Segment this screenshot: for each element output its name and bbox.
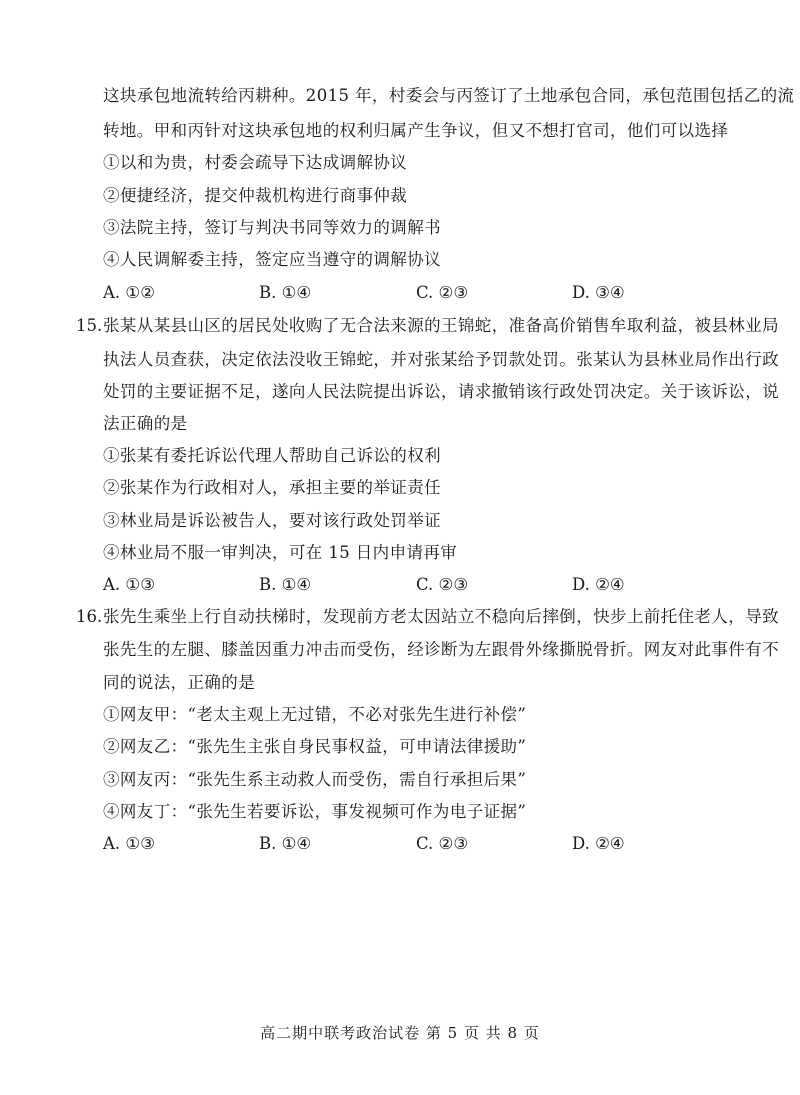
q14-option-c: C. ②③ [416,283,469,302]
q14-option-d: D. ③④ [572,283,625,302]
q16-statement: ③网友丙：“张先生系主动救人而受伤，需自行承担后果” [103,770,527,789]
q14-text-line: 转地。甲和丙针对这块承包地的权利归属产生争议，但又不想打官司，他们可以选择 [103,121,729,140]
q15-statement: ①张某有委托诉讼代理人帮助自己诉讼的权利 [103,446,441,465]
q14-statement: ④人民调解委主持，签定应当遵守的调解协议 [103,250,441,269]
q16-statement: ①网友甲：“老太主观上无过错，不必对张先生进行补偿” [103,705,527,724]
q16-option-c: C. ②③ [416,834,469,853]
q15-option-a: A. ①③ [103,575,155,594]
q15-text-line: 处罚的主要证据不足，遂向人民法院提出诉讼，请求撤销该行政处罚决定。关于该诉讼，说 [103,382,779,401]
q15-text-line: 执法人员查获，决定依法没收王锦蛇，并对张某给予罚款处罚。张某认为县林业局作出行政 [103,350,779,369]
q15-statement: ④林业局不服一审判决，可在 15 日内申请再审 [103,543,458,562]
q15-option-d: D. ②④ [572,575,625,594]
q14-option-a: A. ①② [103,283,155,302]
q15-option-c: C. ②③ [416,575,469,594]
q16-option-b: B. ①④ [259,834,312,853]
q16-number: 16. [76,607,103,626]
q14-statement: ③法院主持，签订与判决书同等效力的调解书 [103,218,441,237]
q15-text-line: 法正确的是 [103,414,188,433]
q14-statement: ①以和为贵，村委会疏导下达成调解协议 [103,153,408,172]
page-footer: 高二期中联考政治试卷 第 5 页 共 8 页 [260,1024,540,1042]
q16-statement: ②网友乙：“张先生主张自身民事权益，可申请法律援助” [103,737,527,756]
q16-text-line: 张先生的左腿、膝盖因重力冲击而受伤，经诊断为左跟骨外缘撕脱骨折。网友对此事件有不 [103,640,779,659]
q15-statement: ②张某作为行政相对人，承担主要的举证责任 [103,478,441,497]
q15-text-line: 张某从某县山区的居民处收购了无合法来源的王锦蛇，准备高价销售牟取利益，被县林业局 [103,316,779,335]
q16-text-line: 张先生乘坐上行自动扶梯时，发现前方老太因站立不稳向后摔倒，快步上前托住老人，导致 [103,607,779,626]
q15-statement: ③林业局是诉讼被告人，要对该行政处罚举证 [103,511,441,530]
q15-option-b: B. ①④ [259,575,312,594]
q16-statement: ④网友丁：“张先生若要诉讼，事发视频可作为电子证据” [103,802,527,821]
q14-text-line: 这块承包地流转给丙耕种。2015 年，村委会与丙签订了土地承包合同，承包范围包括乙的流 [103,86,795,105]
q14-option-b: B. ①④ [259,283,312,302]
q15-number: 15. [76,316,103,335]
q14-statement: ②便捷经济，提交仲裁机构进行商事仲裁 [103,186,408,205]
q16-text-line: 同的说法，正确的是 [103,673,256,692]
q16-option-d: D. ②④ [572,834,625,853]
q16-option-a: A. ①③ [103,834,155,853]
